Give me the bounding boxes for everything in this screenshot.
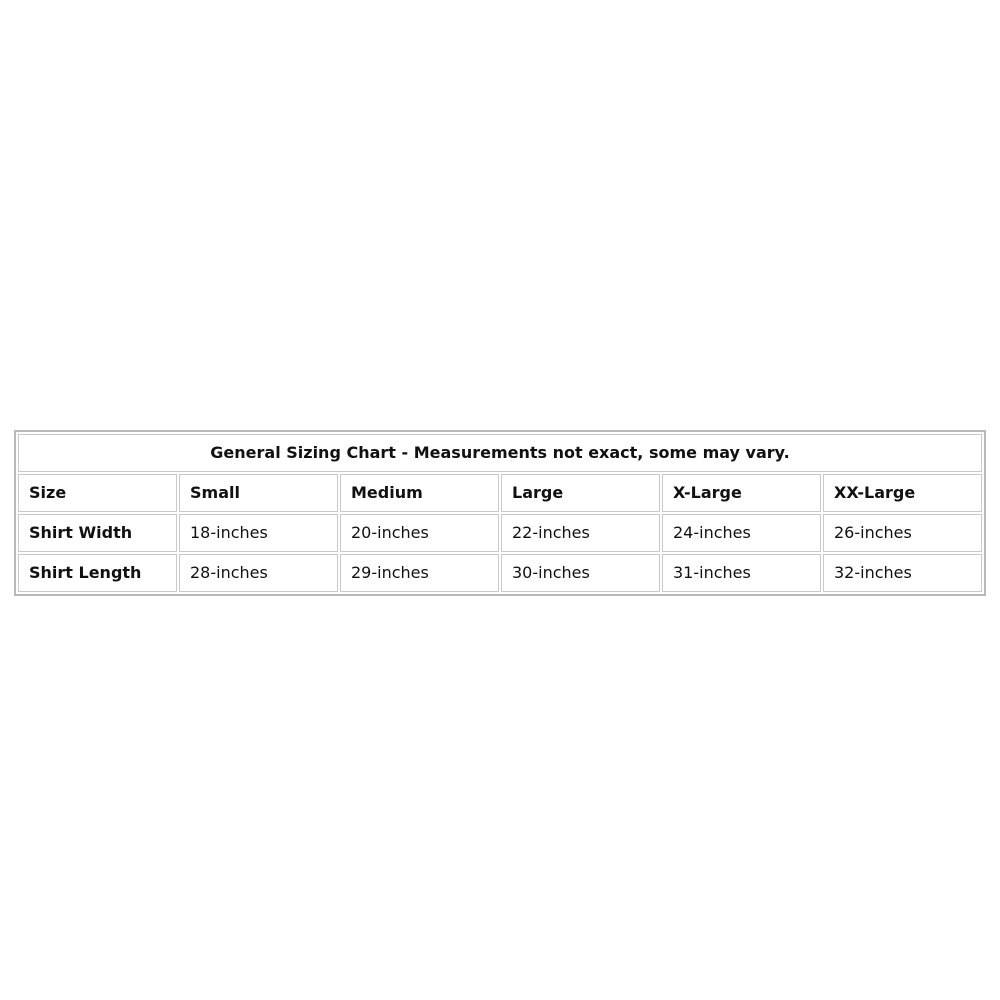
shirt-width-small-value: 18-inches [179, 514, 338, 552]
shirt-length-medium-value: 29-inches [340, 554, 499, 592]
shirt-length-small-value: 28-inches [179, 554, 338, 592]
title-row [18, 434, 982, 472]
table-row-shirt-width [18, 514, 982, 552]
table-row-shirt-length [18, 554, 982, 592]
column-header-x-large: X-Large [662, 474, 821, 512]
shirt-length-xx-large-value: 32-inches [823, 554, 982, 592]
shirt-length-x-large-value: 31-inches [662, 554, 821, 592]
row-label-shirt-length: Shirt Length [18, 554, 177, 592]
sizing-chart-table [14, 430, 986, 596]
shirt-length-large-value: 30-inches [501, 554, 660, 592]
sizing-chart-title: General Sizing Chart - Measurements not exact, some may vary. [18, 434, 982, 472]
shirt-width-xx-large-value: 26-inches [823, 514, 982, 552]
row-label-shirt-width: Shirt Width [18, 514, 177, 552]
column-header-small: Small [179, 474, 338, 512]
column-header-medium: Medium [340, 474, 499, 512]
column-header-xx-large: XX-Large [823, 474, 982, 512]
shirt-width-x-large-value: 24-inches [662, 514, 821, 552]
shirt-width-medium-value: 20-inches [340, 514, 499, 552]
shirt-width-large-value: 22-inches [501, 514, 660, 552]
header-row [18, 474, 982, 512]
column-header-large: Large [501, 474, 660, 512]
column-header-size: Size [18, 474, 177, 512]
